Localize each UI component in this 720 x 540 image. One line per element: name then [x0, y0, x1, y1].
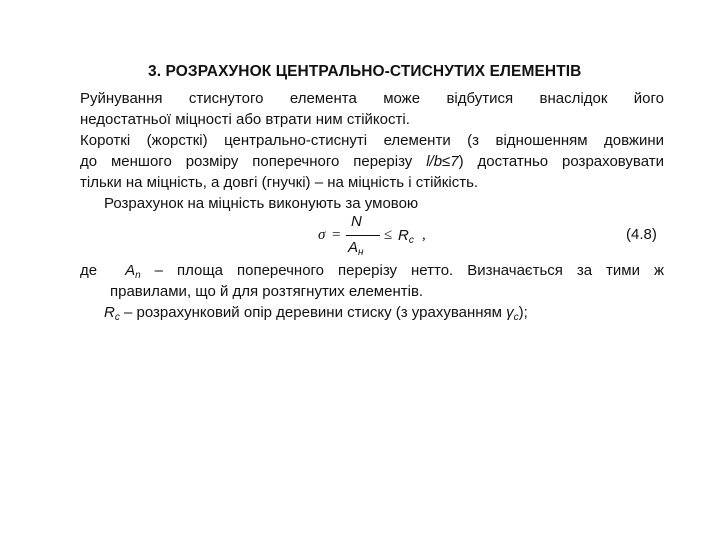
formula-equals: =	[332, 227, 341, 243]
definition-an-line-2: правилами, що й для розтягнутих елементів.	[110, 283, 424, 300]
formula-denominator	[348, 239, 364, 258]
definition-an-symbol	[125, 262, 141, 279]
definition-rc-text-pre: – розрахунковий опір деревини стиску (з урахуванням	[124, 304, 507, 321]
definition-an-text-1: – площа поперечного перерізу нетто. Визначається за тими ж	[154, 262, 664, 279]
definition-rc-base: R	[104, 304, 115, 321]
definition-gamma-base: γ	[506, 304, 514, 321]
paragraph-3-line-1: Розрахунок на міцність виконують за умовою	[104, 195, 419, 212]
definition-gamma	[506, 304, 519, 321]
definition-rc-line	[104, 304, 528, 327]
paragraph-1-line-1-text: Руйнування стиснутого елемента може відбутися внаслідок його	[80, 90, 664, 107]
definition-rc-sub: c	[114, 312, 120, 323]
paragraph-2-line-2	[80, 153, 664, 171]
paragraph-2-line-1-text: Короткі (жорсткі) центрально-стиснуті елементи (з відношенням довжини	[80, 132, 664, 149]
formula-less-equal: ≤	[384, 227, 393, 243]
formula-rhs-sub: c	[408, 235, 414, 246]
equation-number: (4.8)	[626, 226, 657, 243]
strength-formula	[318, 213, 428, 257]
formula-denominator-base: A	[348, 239, 359, 256]
formula-numerator: N	[351, 213, 362, 230]
definition-an-line-1	[80, 262, 664, 285]
paragraph-1-line-1	[80, 90, 664, 108]
definition-rc-symbol	[104, 304, 120, 321]
slenderness-ratio: l/b≤7	[426, 153, 459, 170]
paragraph-2-line-2-post: ) достатньо розраховувати	[458, 153, 664, 170]
definition-an-base: A	[125, 262, 136, 279]
definition-an-sub: n	[135, 270, 141, 281]
paragraph-2-line-2-pre: до меншого розміру поперечного перерізу	[80, 153, 427, 170]
definition-gamma-sub: c	[513, 312, 519, 323]
formula-sigma: σ	[318, 227, 326, 243]
paragraph-2-line-3: тільки на міцність, а довгі (гнучкі) – на міцність і стійкість.	[80, 174, 479, 191]
paragraph-2-line-1	[80, 132, 664, 150]
paragraph-1-line-2: недостатньої міцності або втрати ним стійкості.	[80, 111, 410, 128]
formula-denominator-sub: н	[358, 247, 364, 258]
definition-rc-text-post: );	[518, 304, 528, 321]
formula-rhs-base: R	[398, 227, 409, 244]
definition-intro: де	[80, 262, 98, 279]
formula-fraction-bar	[346, 235, 380, 236]
formula-rhs	[398, 227, 414, 246]
section-heading: 3. РОЗРАХУНОК ЦЕНТРАЛЬНО-СТИСНУТИХ ЕЛЕМЕНТІВ	[148, 63, 582, 80]
formula-comma: ,	[422, 227, 426, 243]
